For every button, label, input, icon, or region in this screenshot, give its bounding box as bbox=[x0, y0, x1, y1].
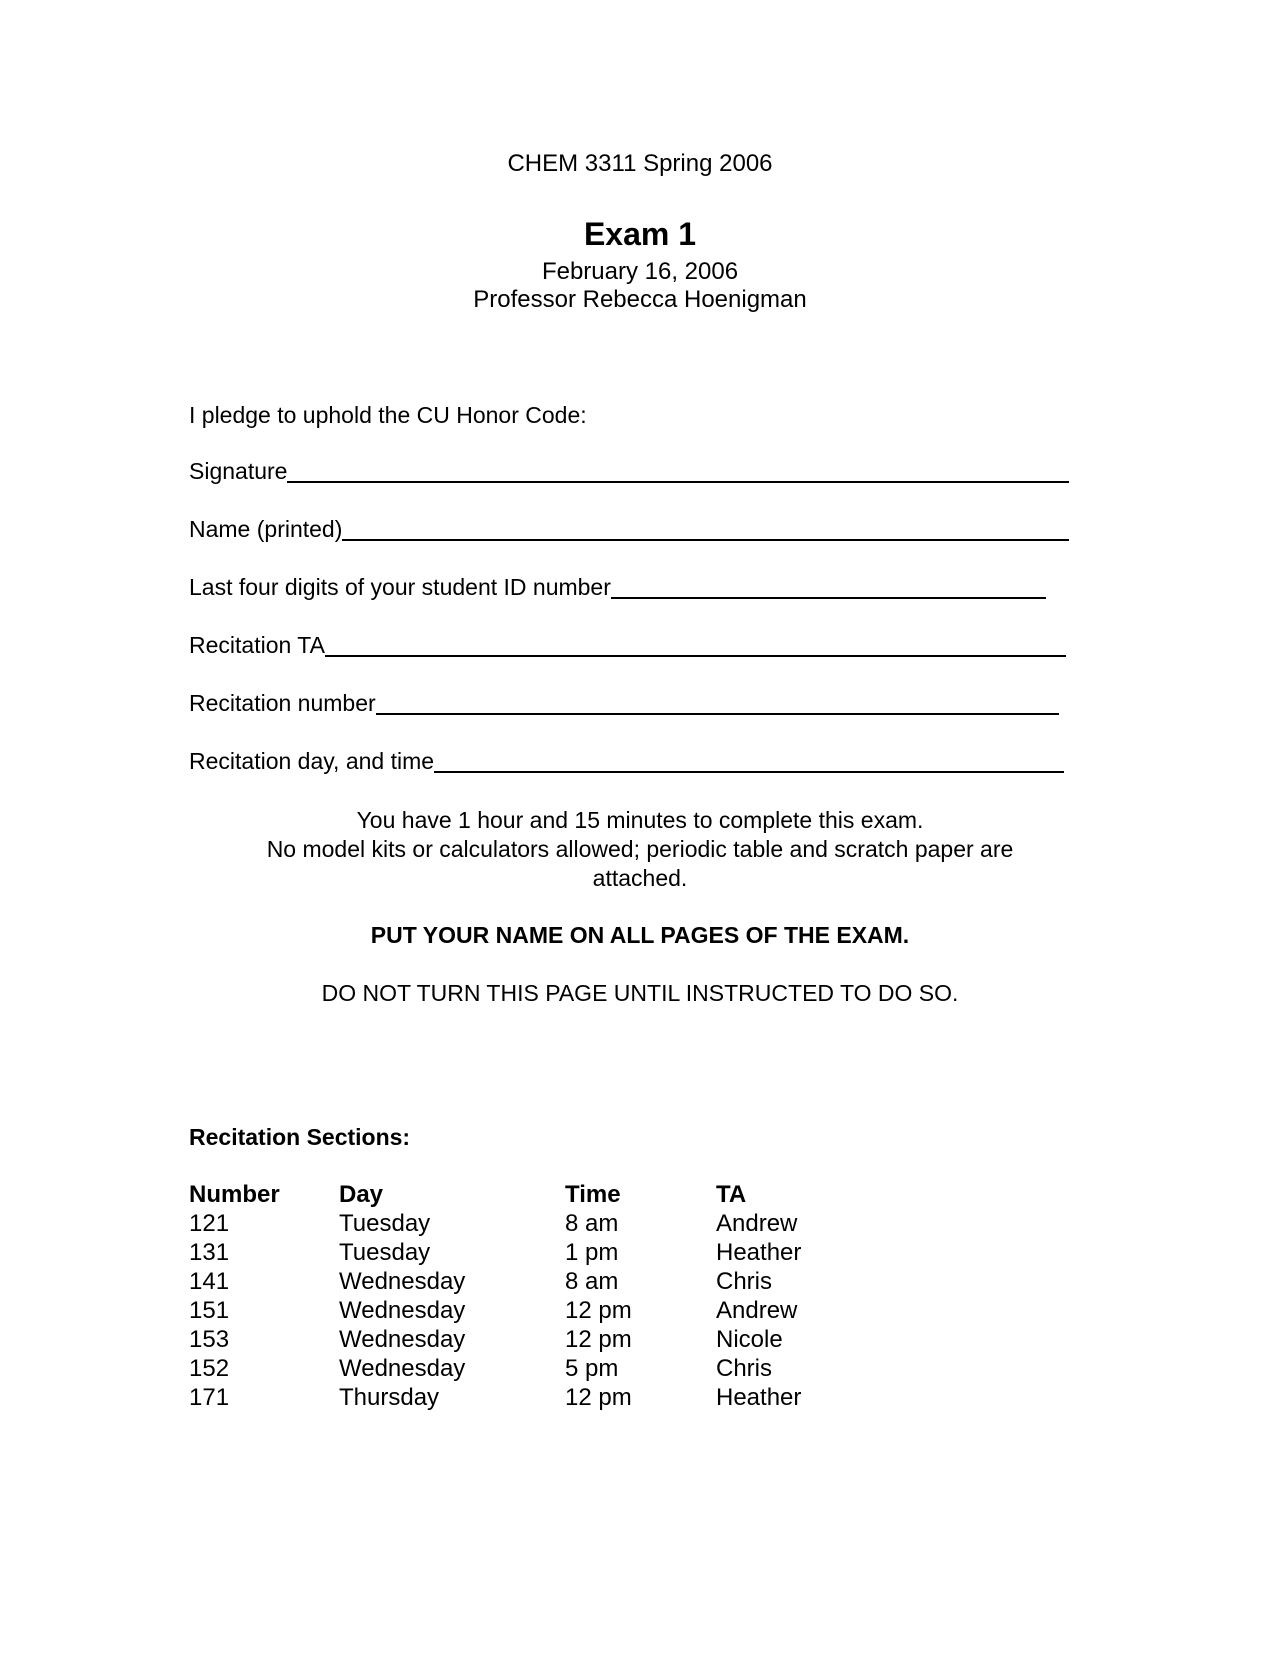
cell-number: 152 bbox=[189, 1355, 230, 1382]
cell-ta: Heather bbox=[716, 1239, 802, 1266]
recitation-number-label: Recitation number bbox=[189, 690, 376, 716]
cell-time: 1 pm bbox=[565, 1239, 619, 1266]
recitation-number-line[interactable] bbox=[376, 689, 1059, 715]
student-id-field[interactable] bbox=[189, 569, 1046, 601]
printed-name-line[interactable] bbox=[342, 515, 1069, 541]
cell-time: 8 am bbox=[565, 1268, 619, 1295]
cell-day: Tuesday bbox=[339, 1210, 431, 1237]
cell-time: 12 pm bbox=[565, 1297, 632, 1324]
recitation-day-time-field[interactable] bbox=[189, 743, 1064, 775]
cell-number: 171 bbox=[189, 1384, 230, 1411]
instruction-materials-continued: attached. bbox=[592, 865, 688, 891]
cell-number: 151 bbox=[189, 1297, 230, 1324]
cell-time: 12 pm bbox=[565, 1326, 632, 1353]
exam-date: February 16, 2006 bbox=[541, 258, 739, 285]
signature-label: Signature bbox=[189, 458, 288, 484]
header-day: Day bbox=[339, 1181, 384, 1208]
cell-day: Wednesday bbox=[339, 1355, 466, 1382]
recitation-day-time-line[interactable] bbox=[434, 747, 1064, 773]
cell-ta: Andrew bbox=[716, 1210, 798, 1237]
cell-ta: Chris bbox=[716, 1355, 773, 1382]
header-number: Number bbox=[189, 1181, 280, 1208]
professor-name: Professor Rebecca Hoenigman bbox=[473, 286, 807, 313]
cell-number: 153 bbox=[189, 1326, 230, 1353]
course-title: CHEM 3311 Spring 2006 bbox=[507, 150, 773, 177]
cell-ta: Chris bbox=[716, 1268, 773, 1295]
name-on-pages-notice: PUT YOUR NAME ON ALL PAGES OF THE EXAM. bbox=[370, 922, 910, 948]
recitation-ta-label: Recitation TA bbox=[189, 632, 325, 658]
cell-number: 141 bbox=[189, 1268, 230, 1295]
instruction-time-limit: You have 1 hour and 15 minutes to complete this exam. bbox=[356, 807, 924, 833]
recitation-number-field[interactable] bbox=[189, 685, 1059, 717]
signature-line[interactable] bbox=[287, 457, 1069, 483]
header-time: Time bbox=[565, 1181, 621, 1208]
student-id-label: Last four digits of your student ID number bbox=[189, 574, 611, 600]
cell-day: Wednesday bbox=[339, 1297, 466, 1324]
printed-name-field[interactable] bbox=[189, 511, 1069, 543]
cell-day: Wednesday bbox=[339, 1326, 466, 1353]
cell-ta: Heather bbox=[716, 1384, 802, 1411]
exam-instructions bbox=[0, 806, 1280, 893]
do-not-turn-notice: DO NOT TURN THIS PAGE UNTIL INSTRUCTED TO DO SO. bbox=[321, 980, 959, 1006]
recitation-ta-field[interactable] bbox=[189, 627, 1066, 659]
cell-day: Wednesday bbox=[339, 1268, 466, 1295]
cell-time: 8 am bbox=[565, 1210, 619, 1237]
cell-ta: Nicole bbox=[716, 1326, 783, 1353]
exam-title: Exam 1 bbox=[583, 216, 697, 252]
recitation-ta-line[interactable] bbox=[325, 631, 1066, 657]
student-id-line[interactable] bbox=[611, 573, 1046, 599]
recitation-sections-heading: Recitation Sections: bbox=[189, 1124, 411, 1150]
cell-day: Tuesday bbox=[339, 1239, 431, 1266]
cell-number: 131 bbox=[189, 1239, 230, 1266]
cell-ta: Andrew bbox=[716, 1297, 798, 1324]
signature-field[interactable] bbox=[189, 453, 1069, 485]
honor-code-pledge: I pledge to uphold the CU Honor Code: bbox=[189, 402, 587, 428]
printed-name-label: Name (printed) bbox=[189, 516, 343, 542]
cell-number: 121 bbox=[189, 1210, 230, 1237]
recitation-day-time-label: Recitation day, and time bbox=[189, 748, 435, 774]
cell-day: Thursday bbox=[339, 1384, 440, 1411]
cell-time: 5 pm bbox=[565, 1355, 619, 1382]
cell-time: 12 pm bbox=[565, 1384, 632, 1411]
header-ta: TA bbox=[716, 1181, 747, 1208]
instruction-materials: No model kits or calculators allowed; periodic table and scratch paper are bbox=[266, 836, 1014, 862]
